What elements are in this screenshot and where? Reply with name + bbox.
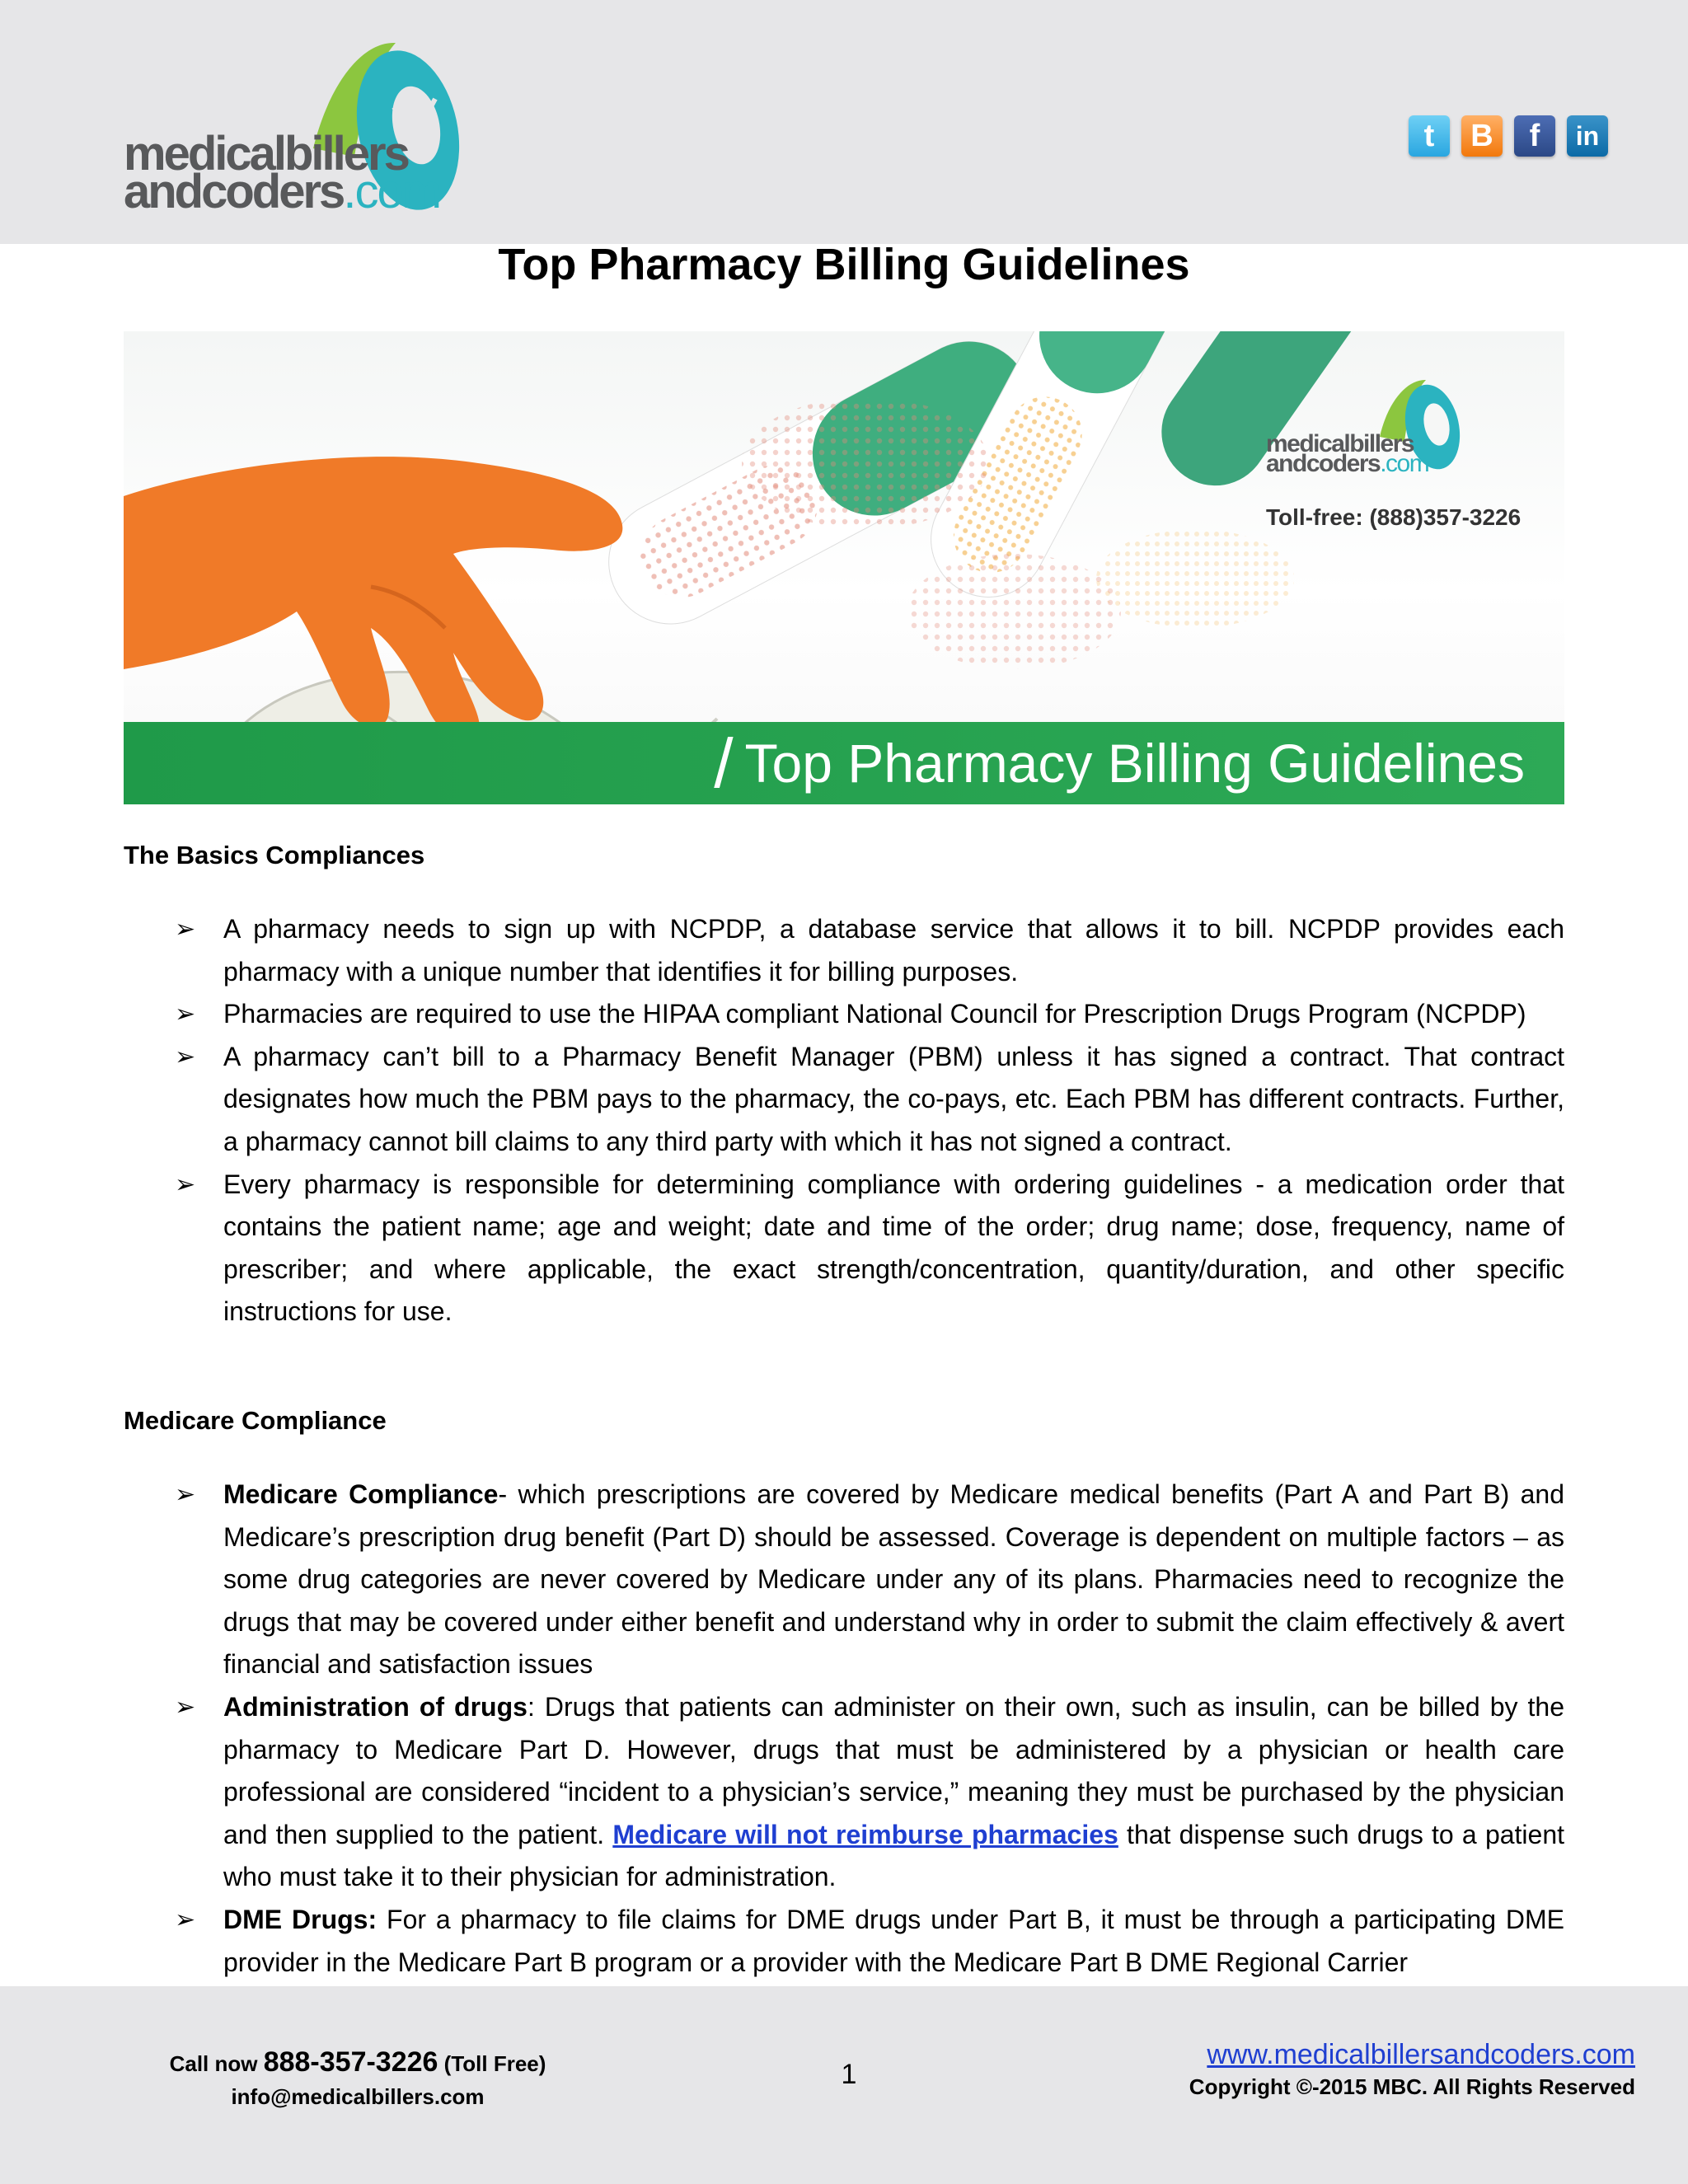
bullet-list-medicare	[124, 1474, 1564, 1984]
document-title: Top Pharmacy Billing Guidelines	[498, 240, 1190, 289]
arrow-bullet-icon: ➢	[175, 1693, 196, 1721]
footer-phone[interactable]: 888-357-3226	[263, 2046, 438, 2078]
arrow-bullet-icon: ➢	[175, 1170, 196, 1198]
banner-title: / Top Pharmacy Billing Guidelines	[714, 724, 1525, 802]
list-item: ➢ Pharmacies are required to use the HIPAA compliant National Council for Prescription Drugs Program (NCPDP)	[124, 993, 1564, 1036]
list-item: ➢ Medicare Compliance- which prescriptions are covered by Medicare medical benefits (Part A and Part B) and Medicare’s prescription drug benefit (Part D) should be assessed. Coverage is dependent on multiple factors – as some drug categories are never covered by Medicare under any of its plans. Pharmacies need to recognize the drugs that may be covered under either benefit and understand why in order to submit the claim effectively & avert financial and satisfaction issues	[124, 1474, 1564, 1686]
list-item: ➢ Every pharmacy is responsible for determining compliance with ordering guidelines - a medication order that contains the patient name; age and weight; date and time of the order; drug name; dose, frequency, name of prescriber; and where applicable, the exact strength/concentration, quantity/duration, and other specific instructions for use.	[124, 1164, 1564, 1333]
logo-text-line1: medicalbillers	[124, 127, 408, 180]
footer-site	[1189, 2039, 1635, 2100]
list-item: ➢ DME Drugs: For a pharmacy to file claims for DME drugs under Part B, it must be through a participating DME provider in the Medicare Part B program or a provider with the Medicare Part B DME Regional Carrier	[124, 1899, 1564, 1984]
facebook-icon[interactable]: f	[1514, 115, 1555, 157]
list-item: ➢ Administration of drugs: Drugs that patients can administer on their own, such as insulin, can be billed by the pharmacy to Medicare Part D. However, drugs that must be administered by a physician or health care professional are considered “incident to a physician’s service,” meaning they must be purchased by the physician and then supplied to the patient. Medicare will not reimburse pharmacies that dispense such drugs to a patient who must take it to their physician for administration.	[124, 1686, 1564, 1899]
list-item: ➢ A pharmacy needs to sign up with NCPDP, a database service that allows it to bill. NCPDP provides each pharmacy with a unique number that identifies it for billing purposes.	[124, 908, 1564, 993]
list-item: ➢ A pharmacy can’t bill to a Pharmacy Benefit Manager (PBM) unless it has signed a contract. That contract designates how much the PBM pays to the pharmacy, the co-pays, etc. Each PBM has different contracts. Further, a pharmacy cannot bill claims to any third party with which it has not signed a contract.	[124, 1036, 1564, 1164]
logo-text-line2: andcoders.com	[124, 165, 441, 218]
banner-logo	[1266, 374, 1513, 514]
footer-contact	[160, 2046, 556, 2113]
arrow-bullet-icon: ➢	[175, 1481, 196, 1508]
linkedin-icon[interactable]: in	[1567, 115, 1608, 157]
twitter-icon[interactable]: t	[1409, 115, 1450, 157]
arrow-bullet-icon: ➢	[175, 1905, 196, 1933]
company-logo[interactable]	[124, 33, 503, 223]
medicare-reimburse-link[interactable]: Medicare will not reimburse pharmacies	[612, 1819, 1118, 1849]
page-header	[0, 0, 1688, 244]
bullet-list-basics	[124, 908, 1564, 1333]
arrow-bullet-icon: ➢	[175, 916, 196, 943]
section-heading-medicare: Medicare Compliance	[124, 1406, 387, 1435]
banner-logo-line1: medicalbillers	[1266, 430, 1414, 457]
banner-tollfree: Toll-free: (888)357-3226	[1266, 504, 1522, 530]
banner-logo-line2: andcoders.com	[1266, 450, 1429, 477]
banner-title-strip	[124, 722, 1564, 804]
arrow-bullet-icon: ➢	[175, 1043, 196, 1071]
blogger-icon[interactable]: B	[1461, 115, 1503, 157]
footer-email[interactable]: info@medicalbillers.com	[231, 2084, 485, 2109]
footer-website-link[interactable]: www.medicalbillersandcoders.com	[1207, 2039, 1635, 2070]
footer-call-line: Call now 888-357-3226 (Toll Free)	[169, 2046, 546, 2078]
arrow-bullet-icon: ➢	[175, 1001, 196, 1029]
section-heading-basics: The Basics Compliances	[124, 841, 425, 869]
page-number: 1	[841, 2059, 857, 2090]
footer-copyright: Copyright ©-2015 MBC. All Rights Reserved	[1189, 2074, 1635, 2099]
banner-image	[124, 331, 1564, 804]
page-footer	[0, 1986, 1688, 2184]
